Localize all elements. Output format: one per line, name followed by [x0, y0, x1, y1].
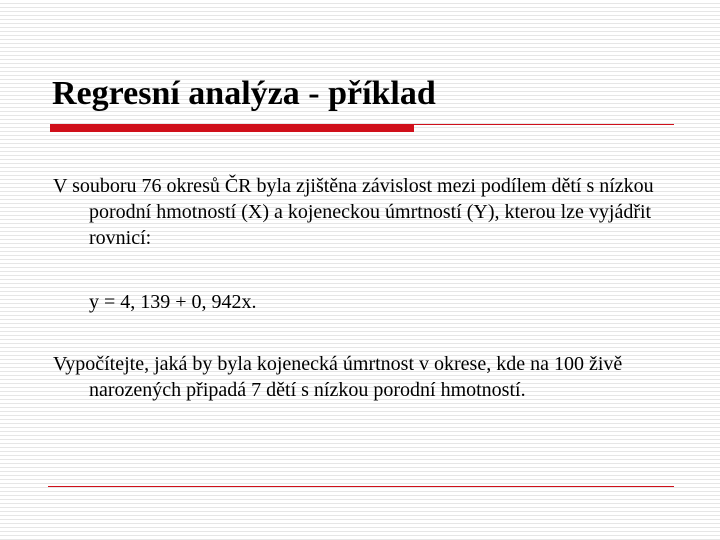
- task-paragraph: Vypočítejte, jaká by byla kojenecká úmrtnost v okrese, kde na 100 živě narozených připadá 7 dětí s nízkou porodní hmotností.: [53, 353, 623, 401]
- footer-rule: [48, 486, 674, 487]
- title-underline-thick: [50, 124, 414, 132]
- title-underline-thin: [414, 124, 674, 125]
- equation-block: [53, 289, 675, 315]
- task-paragraph-block: [53, 351, 675, 403]
- intro-paragraph-block: [53, 173, 675, 251]
- slide-title: Regresní analýza - příklad: [52, 75, 436, 112]
- intro-paragraph: V souboru 76 okresů ČR byla zjištěna závislost mezi podílem dětí s nízkou porodní hmotností (X) a kojeneckou úmrtností (Y), kterou lze vyjádřit rovnicí:: [53, 175, 654, 249]
- regression-equation: y = 4, 139 + 0, 942x.: [89, 291, 257, 313]
